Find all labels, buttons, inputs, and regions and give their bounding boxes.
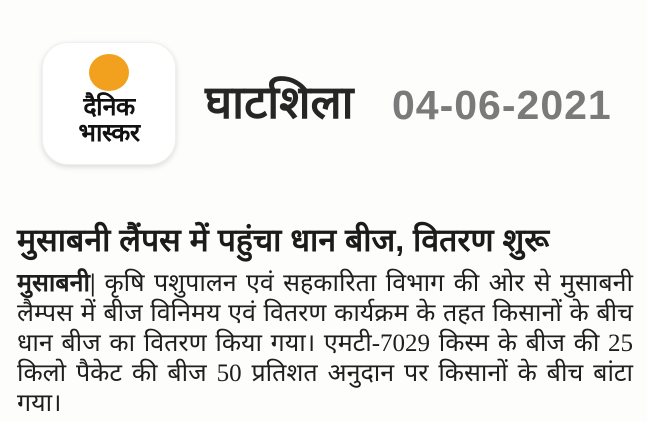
article-body-text: कृषि पशुपालन एवं सहकारिता विभाग की ओर से मुसाबनी लैम्पस में बीज विनिमय एवं वितरण कार्यक्रम के तहत किसानों के बीच धान बीज का वितरण किया गया। एमटी-7029 किस्म के बीज की 25 किलो पैकेट की बीज 50 प्रतिशत अनुदान पर किसानों के बीच बांटा गया। xyxy=(17,270,633,417)
article-dateline: मुसाबनी| xyxy=(17,270,96,297)
edition-title: घाटशिला xyxy=(205,76,354,128)
logo-wordmark-line2: भास्कर xyxy=(78,119,140,147)
dainik-bhaskar-logo xyxy=(42,42,176,165)
publication-date: 04-06-2021 xyxy=(392,82,612,128)
article-body xyxy=(17,269,633,419)
sun-icon xyxy=(89,54,129,91)
news-clipping xyxy=(17,220,633,419)
masthead xyxy=(0,0,647,210)
logo-wordmark xyxy=(78,94,139,146)
article-headline: मुसाबनी लैंपस में पहुंचा धान बीज, वितरण शुरू xyxy=(17,222,550,258)
logo-wordmark-line1: दैनिक xyxy=(83,93,135,121)
